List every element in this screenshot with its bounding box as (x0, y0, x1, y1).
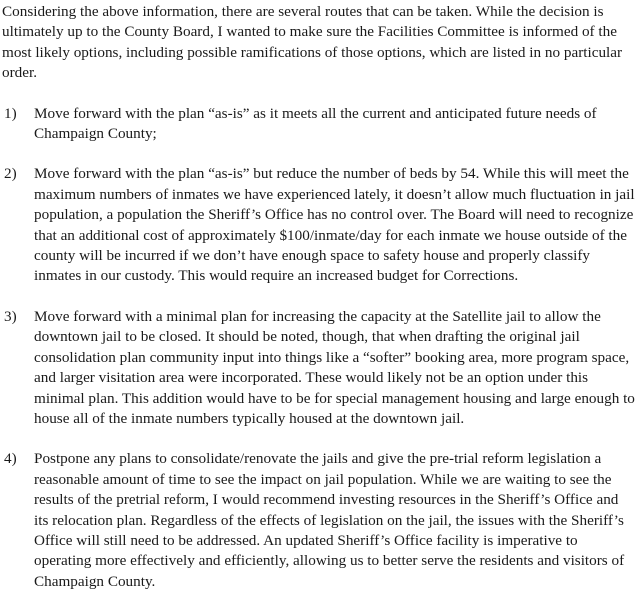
option-number: 1) (4, 104, 17, 122)
option-text: Move forward with the plan “as-is” but reduce the number of beds by 54. While this will meet the maximum numbers of inmates we have experienced lately, it doesn’t allow much fluctuation in jail population, a population the Sheriff’s Office has no control over. The Board will need to recognize that an additional cost of approximately $100/inmate/day for each inmate we house outside of the county will be incurred if we don’t have enough space to safety house and properly classify inmates in our custody. This would require an increased budget for Corrections. (34, 165, 635, 285)
options-list (2, 104, 636, 592)
option-number: 3) (4, 307, 17, 325)
intro-paragraph: Considering the above information, there are several routes that can be taken. While the decision is ultimately up to the County Board, I wanted to make sure the Facilities Committee is informed of the most likely options, including possible ramifications of those options, which are listed in no particular order. (2, 3, 623, 82)
option-item-3 (2, 307, 636, 429)
option-item-4 (2, 449, 636, 592)
option-item-1 (2, 104, 636, 145)
option-text: Move forward with a minimal plan for increasing the capacity at the Satellite jail to allow the downtown jail to be closed. It should be noted, though, that when drafting the original jail consolidation plan community input into things like a “softer” booking area, more program space, and larger visitation area were incorporated. These would likely not be an option under this minimal plan. This addition would have to be for special management housing and large enough to house all of the inmate numbers typically housed at the downtown jail. (34, 307, 635, 427)
option-number: 4) (4, 450, 17, 468)
option-text: Move forward with the plan “as-is” as it meets all the current and anticipated future needs of Champaign County; (34, 104, 597, 143)
option-text: Postpone any plans to consolidate/renovate the jails and give the pre-trial reform legislation a reasonable amount of time to see the impact on jail population. While we are waiting to see the results of the pretrial reform, I would recommend investing resources in the Sheriff’s Office and its relocation plan. Regardless of the effects of legislation on the jail, the issues with the Sheriff’s Office will still need to be addressed. An updated Sheriff’s Office facility is imperative to operating more effectively and efficiently, allowing us to better serve the residents and visitors of Champaign County. (34, 450, 625, 590)
option-number: 2) (4, 165, 17, 183)
option-item-2 (2, 164, 636, 286)
